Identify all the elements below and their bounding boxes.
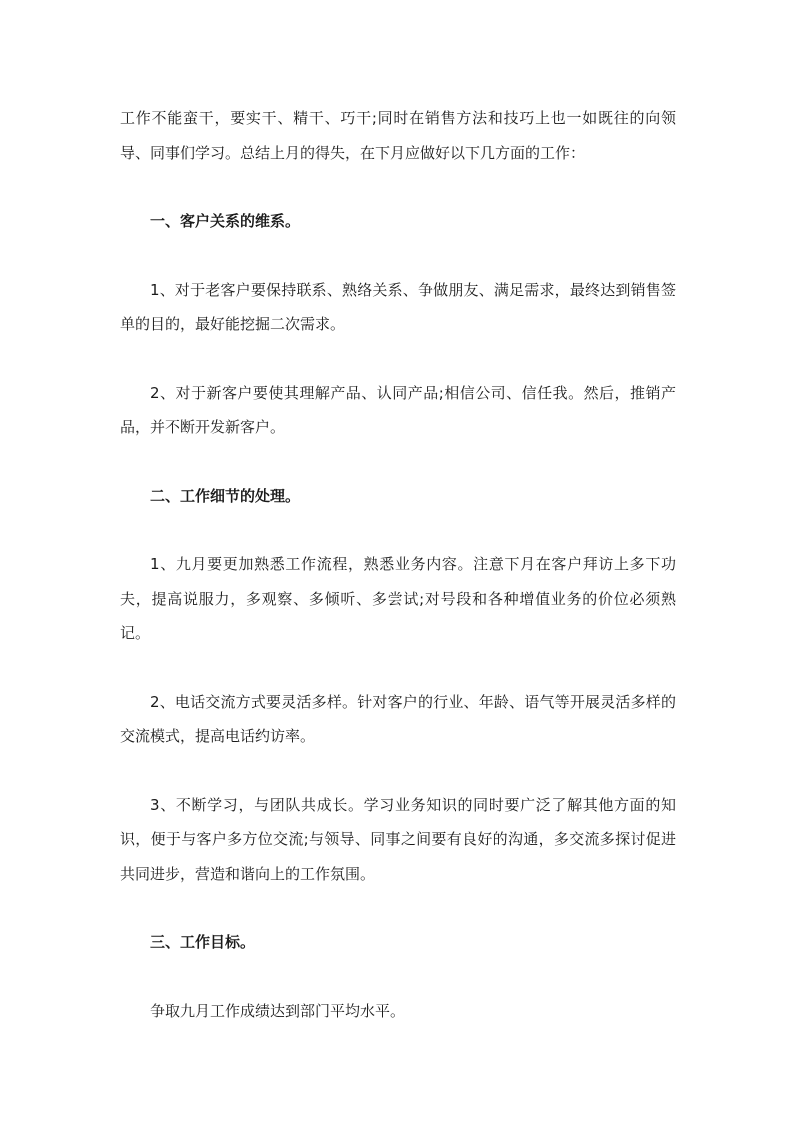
section-3-body: 争取九月工作成绩达到部门平均水平。	[150, 1001, 406, 1020]
section-3-heading: 三、工作目标。	[150, 933, 256, 951]
section-2-item-3: 3、不断学习，与团队共成长。学习业务知识的同时要广泛了解其他方面的知识，便于与客户多方位交流;与领导、同事之间要有良好的沟通，多交流多探讨促进共同进步，营造和谐向上的工作氛围。	[120, 795, 676, 883]
section-1-item-1: 1、对于老客户要保持联系、熟络关系、争做朋友、满足需求，最终达到销售签单的目的，最好能挖掘二次需求。	[120, 280, 676, 333]
section-2-item-1: 1、九月要更加熟悉工作流程，熟悉业务内容。注意下月在客户拜访上多下功夫，提高说服力，多观察、多倾听、多尝试;对号段和各种增值业务的价位必须熟记。	[120, 555, 676, 642]
document-body	[120, 101, 676, 1028]
section-2-heading: 二、工作细节的处理。	[150, 486, 301, 505]
intro-paragraph: 工作不能蛮干，要实干、精干、巧干;同时在销售方法和技巧上也一如既往的向领导、同事们学习。总结上月的得失，在下月应做好以下几方面的工作：	[120, 109, 676, 162]
section-2-item-2: 2、电话交流方式要灵活多样。针对客户的行业、年龄、语气等开展灵活多样的交流模式，提高电话约访率。	[120, 692, 676, 745]
section-1-item-2: 2、对于新客户要使其理解产品、认同产品;相信公司、信任我。然后，推销产品，并不断开发新客户。	[120, 383, 676, 436]
section-1-heading: 一、客户关系的维系。	[150, 212, 301, 230]
